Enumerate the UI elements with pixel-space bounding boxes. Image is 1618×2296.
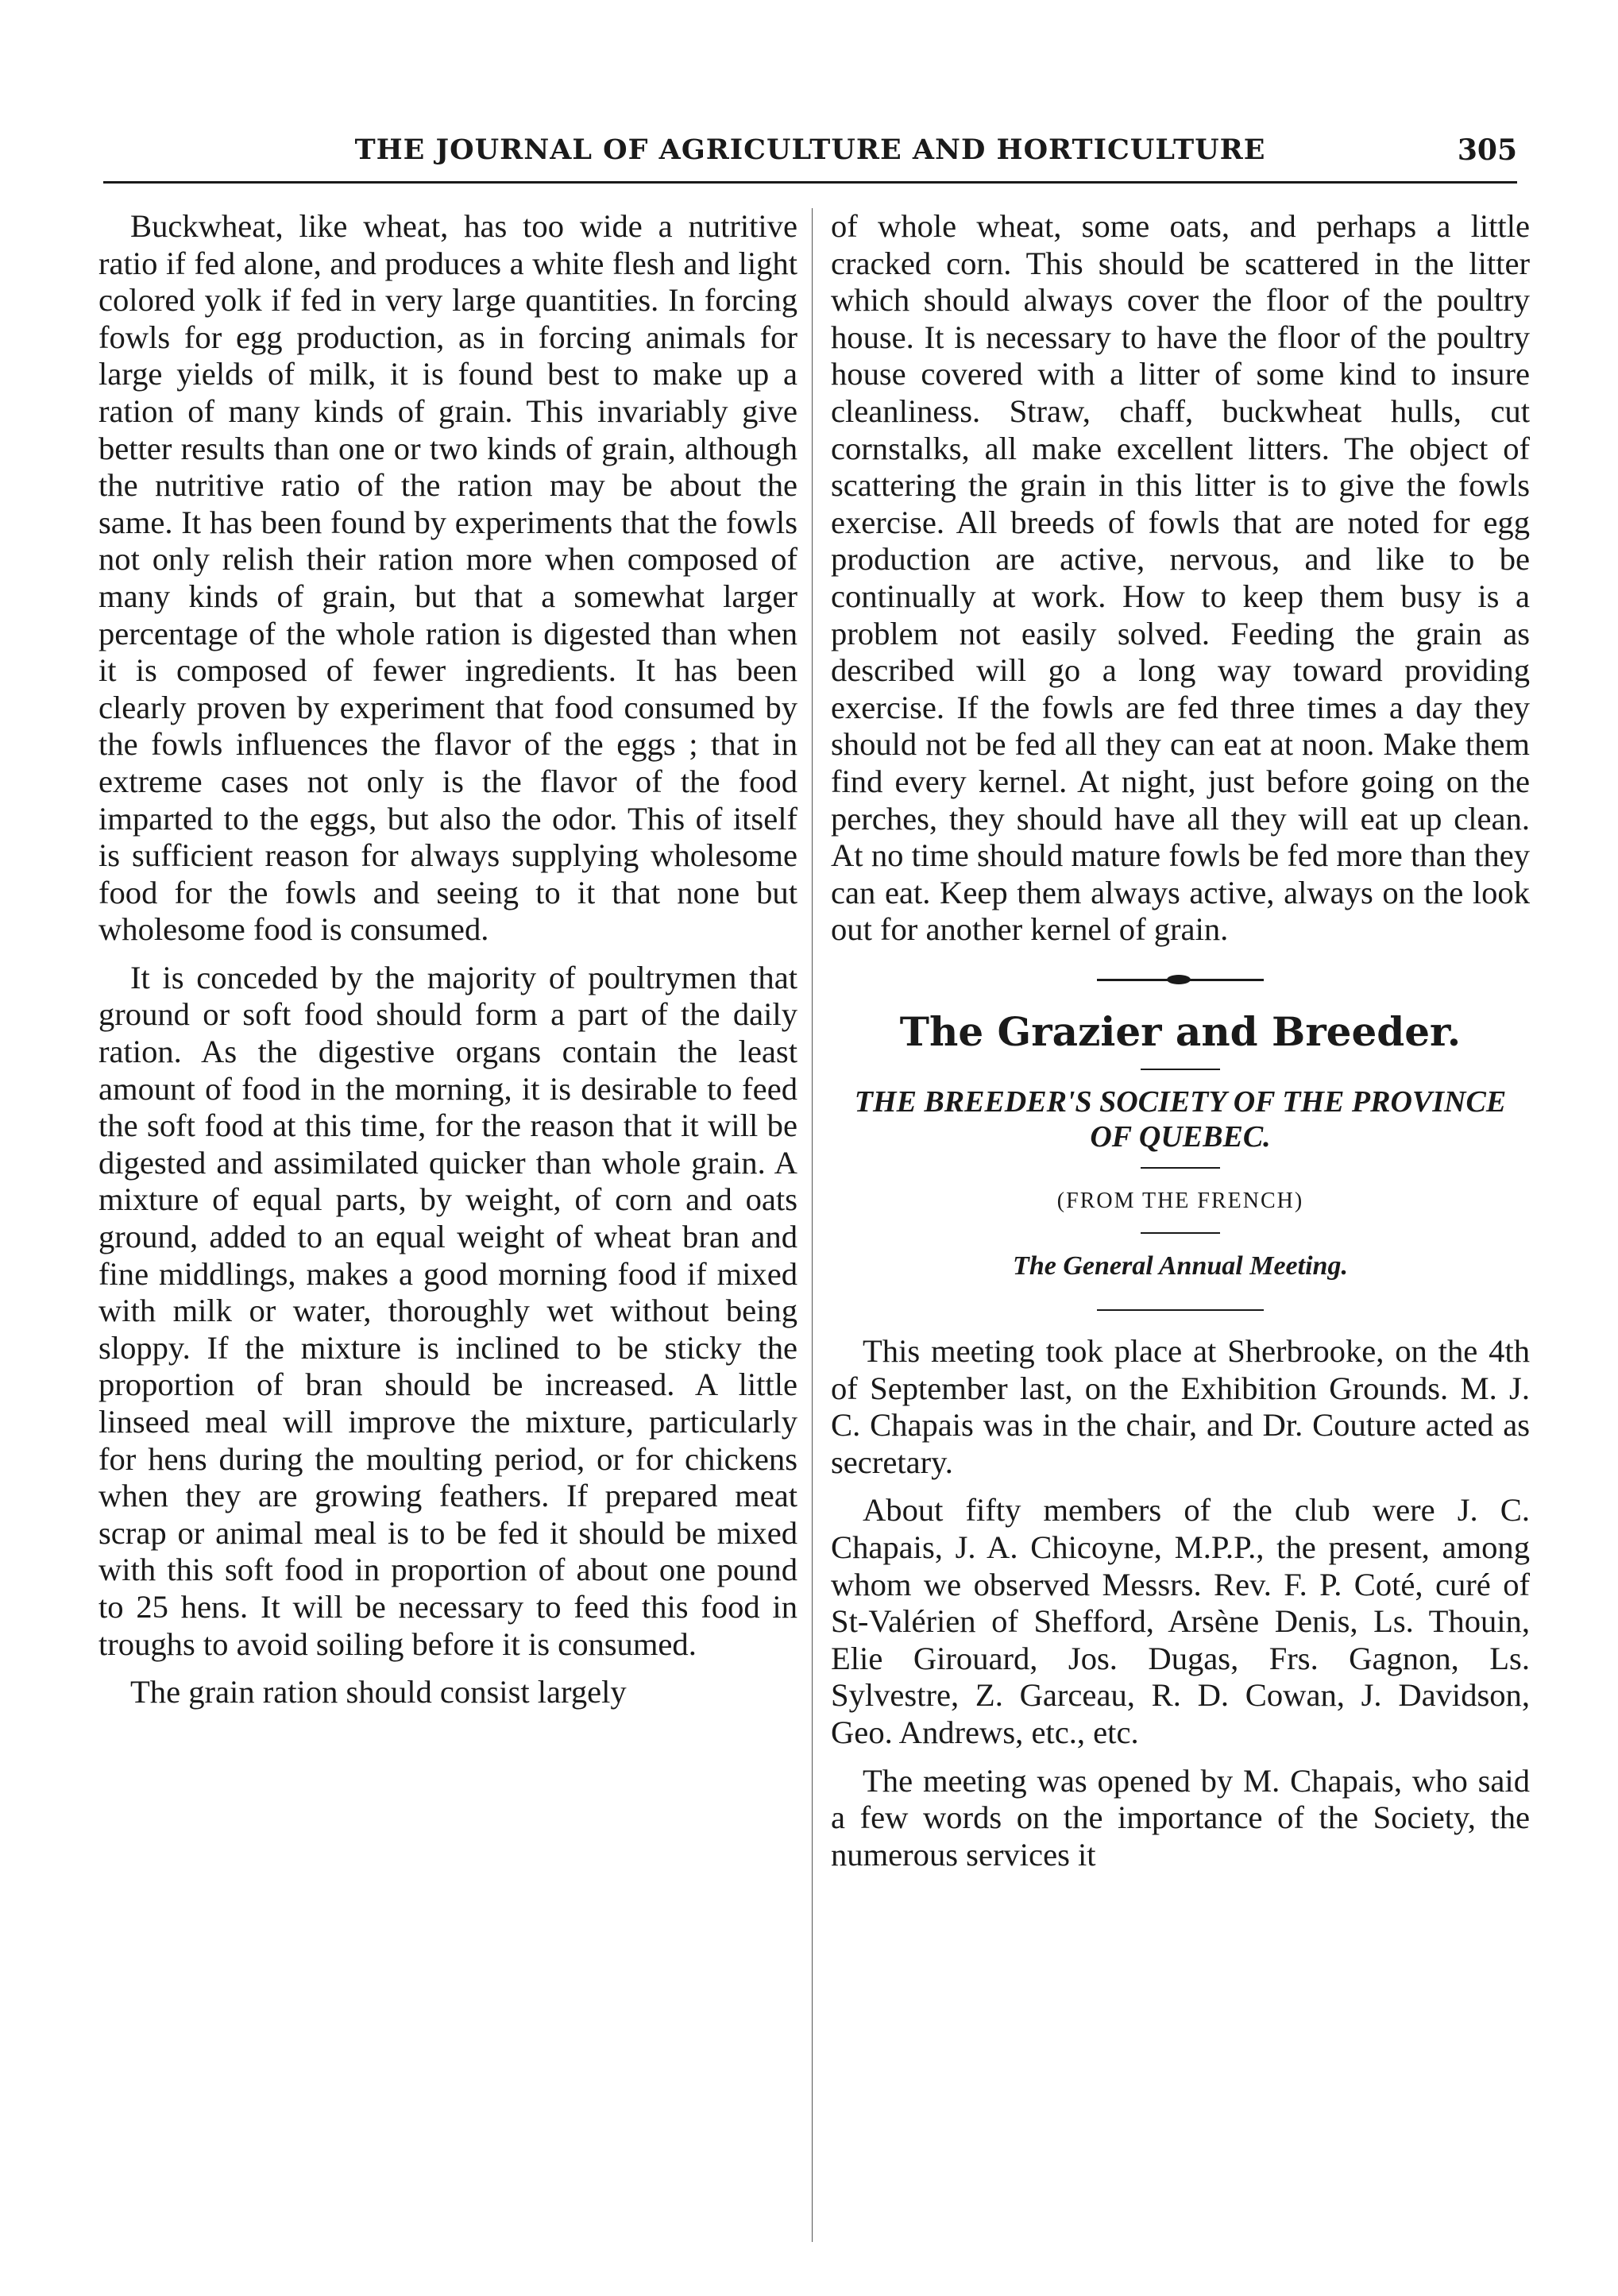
meeting-subheading: The General Annual Meeting.: [1013, 1251, 1348, 1281]
left-column: [98, 208, 797, 1722]
society-title: THE BREEDER'S SOCIETY OF THE PROVINCE OF QUEBEC.: [854, 1084, 1507, 1154]
page-number: 305: [1457, 133, 1517, 167]
source-note: (FROM THE FRENCH): [1056, 1188, 1304, 1213]
section-ornament: [1097, 979, 1264, 981]
paragraph-meeting-place: This meeting took place at Sherbrooke, on the 4th of September last, on the Exhibition Grounds. M. J. C. Chapais was in the chair, and Dr. Couture acted as secretary.: [831, 1333, 1530, 1480]
running-title: THE JOURNAL OF AGRICULTURE AND HORTICULTURE: [354, 133, 1266, 166]
paragraph-grain-ration: The grain ration should consist largely: [130, 1674, 627, 1710]
column-divider: [812, 208, 813, 2242]
page-header: [103, 133, 1517, 181]
right-column: [831, 208, 1530, 1884]
paragraph-buckwheat: Buckwheat, like wheat, has too wide a nutritive ratio if fed alone, and produces a white flesh and light colored yolk if fed in very large quantities. In forcing fowls for egg production, as in forcing animals for large yields of milk, it is found best to make up a ration of many kinds of grain. This invariably give better results than one or two kinds of grain, although the nutritive ratio of the ration may be about the same. It has been found by experiments that the fowls not only relish their ration more when composed of many kinds of grain, but that a somewhat larger percentage of the whole ration is digested than when it is composed of fewer ingredients. It has been clearly proven by experiment that food consumed by the fowls influences the flavor of the eggs ; that in extreme cases not only is the flavor of the food imparted to the eggs, but also the odor. This of itself is sufficient reason for always supplying wholesome food for the fowls and seeing to it that none but wholesome food is consumed.: [98, 208, 797, 948]
short-rule: [1141, 1232, 1220, 1234]
short-rule: [1141, 1069, 1220, 1070]
subheading-rule: [1097, 1309, 1264, 1311]
section-title: The Grazier and Breeder.: [899, 1007, 1462, 1055]
paragraph-opening: The meeting was opened by M. Chapais, who said a few words on the importance of the Society, the numerous services it: [831, 1762, 1530, 1873]
short-rule: [1141, 1167, 1220, 1169]
paragraph-continuation: of whole wheat, some oats, and perhaps a little cracked corn. This should be scattered in the litter which should always cover the floor of the poultry house. It is necessary to have the floor of the poultry house covered with a litter of some kind to insure cleanliness. Straw, chaff, buckwheat hulls, cut cornstalks, all make excellent litters. The object of scattering the grain in this litter is to give the fowls exercise. All breeds of fowls that are noted for egg production are active, nervous, and like to be continually at work. How to keep them busy is a problem not easily solved. Feeding the grain as described will go a long way toward providing exercise. If the fowls are fed three times a day they should not be fed all they can eat at noon. Make them find every kernel. At night, just before going on the perches, they should have all they will eat up clean. At no time should mature fowls be fed more than they can eat. Keep them always active, always on the look out for another kernel of grain.: [831, 208, 1530, 948]
paragraph-soft-food: It is conceded by the majority of poultrymen that ground or soft food should form a part of the daily ration. As the digestive organs contain the least amount of food in the morning, it is desirable to feed the soft food at this time, for the reason that it will be digested and assimilated quicker than whole grain. A mixture of equal parts, by weight, of corn and oats ground, added to an equal weight of wheat bran and fine middlings, makes a good morning food if mixed with milk or water, thoroughly wet without being sloppy. If the mixture is inclined to be sticky the proportion of bran should be increased. A little linseed meal will improve the mixture, particularly for hens during the moulting period, or for chickens when they are growing feathers. If prepared meat scrap or animal meal is to be fed it should be mixed with this soft food in proportion of about one pound to 25 hens. It will be necessary to feed this food in troughs to avoid soiling before it is consumed.: [98, 959, 797, 1662]
paragraph-members: About fifty members of the club were J. C. Chapais, J. A. Chicoyne, M.P.P., the present, among whom we observed Messrs. Rev. F. P. Coté, curé of St-Valérien of Shefford, Arsène Denis, Ls. Thouin, Elie Girouard, Jos. Dugas, Frs. Gagnon, Ls. Sylvestre, Z. Garceau, R. D. Cowan, J. Davidson, Geo. Andrews, etc., etc.: [831, 1492, 1530, 1750]
header-rule: [103, 181, 1517, 184]
